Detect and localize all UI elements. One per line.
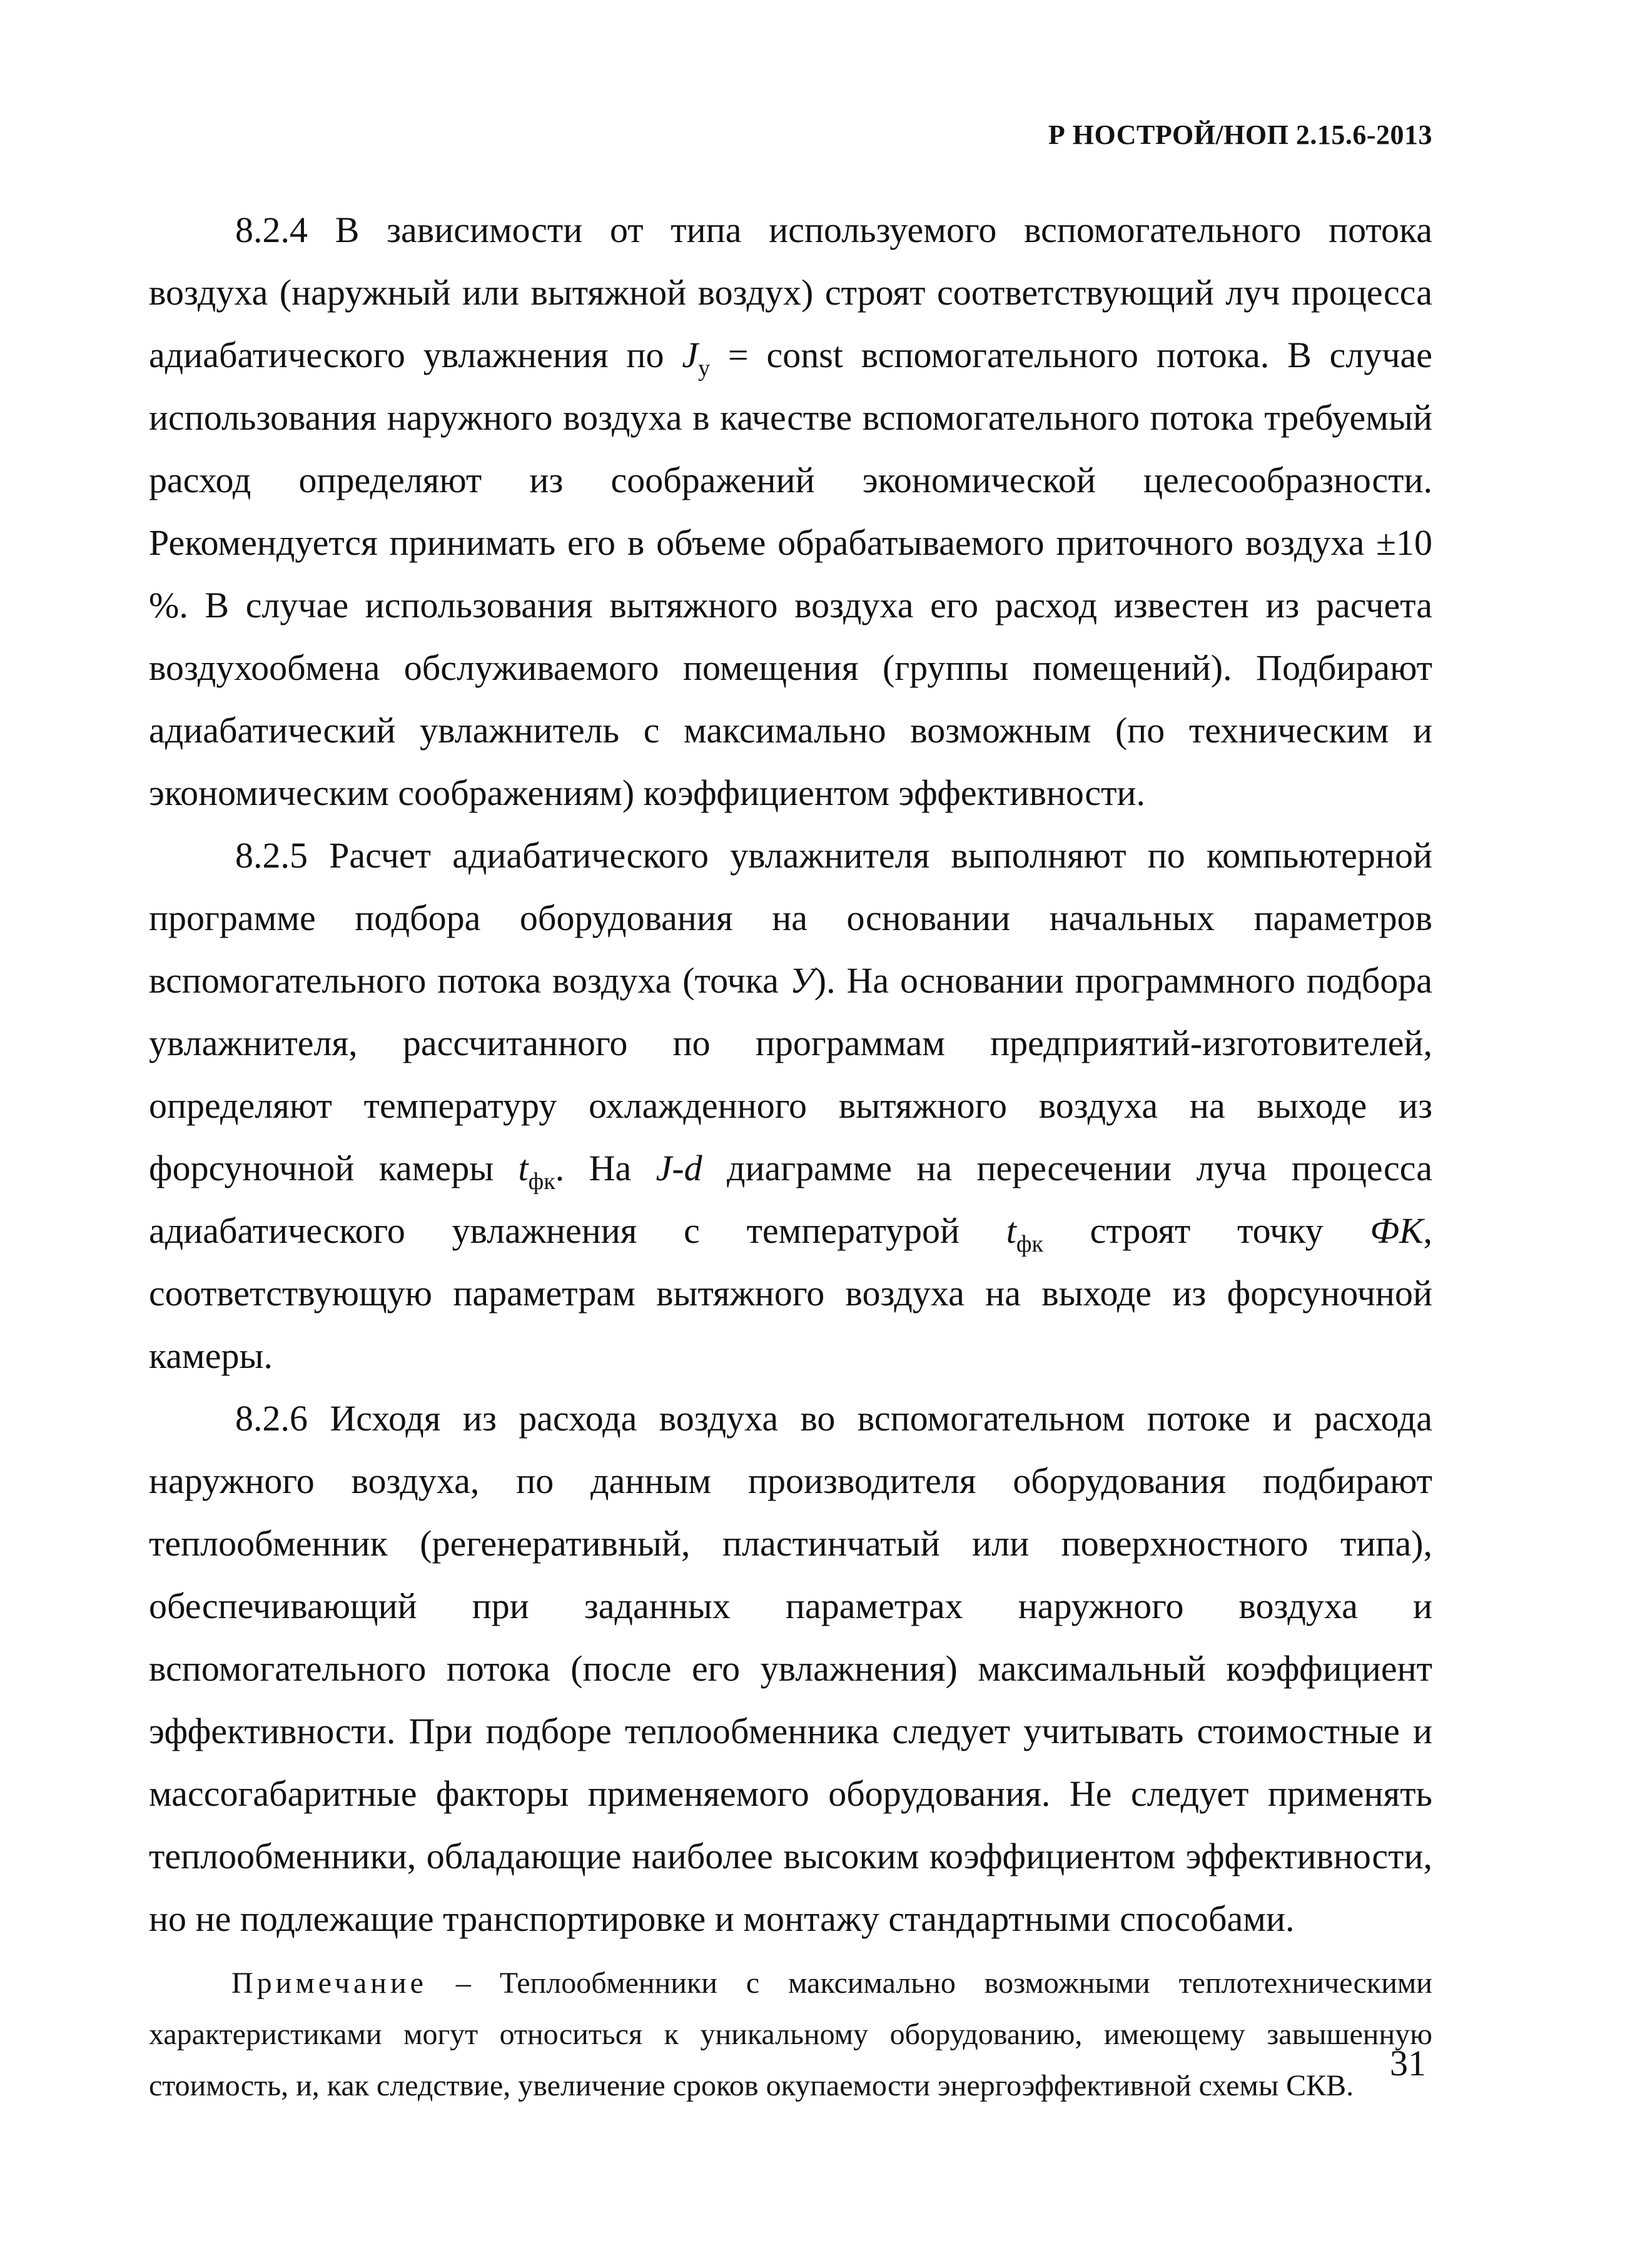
paragraph-text: . На bbox=[555, 1148, 656, 1188]
paragraph-text: , соответствующую параметрам вытяжного воздуха на выходе из форсуночной камеры. bbox=[149, 1210, 1433, 1376]
note-text: – Теплообменники с максимально возможными теплотехническими характеристиками могут относиться к уникальному оборудованию, имеющему завышенную стоимость, и, как следствие, увеличение сроков окупаемости энергоэффективной схемы СКВ. bbox=[149, 1967, 1432, 2102]
paragraph-8-2-5 bbox=[149, 824, 1432, 1387]
paragraph-text: диаграмме на пересечении луча процесса адиабатического увлажнения с температурой bbox=[149, 1148, 1432, 1251]
note-block bbox=[149, 1958, 1432, 2112]
variable-t: t bbox=[1006, 1210, 1016, 1251]
subscript-fk: фк bbox=[528, 1168, 555, 1195]
paragraph-8-2-6 bbox=[149, 1387, 1432, 1950]
paragraph-text: = const вспомогательного потока. В случае использования наружного воздуха в качестве вспомогательного потока требуемый расход определяют из соображений экономической целесообразности. Рекомендуется принимать его в объеме обрабатываемого приточного воздуха ±10 %. В случае использования вытяжного воздуха его расход известен из расчета воздухообмена обслуживаемого помещения (группы помещений). Подбирают адиабатический увлажнитель с максимально возможным (по техническим и экономическим соображениям) коэффициентом эффективности. bbox=[149, 335, 1432, 813]
paragraph-text: ). На основании программного подбора увлажнителя, рассчитанного по программам предприятий-изготовителей, определяют температуру охлажденного вытяжного воздуха на выходе из форсуночной камеры bbox=[149, 960, 1432, 1188]
point-u-label: У bbox=[789, 960, 814, 1001]
page-body bbox=[149, 199, 1432, 2112]
paragraph-text: В зависимости от типа используемого вспомогательного потока воздуха (наружный или вытяжной воздух) строят соответствующий луч процесса адиабатического увлажнения по bbox=[149, 210, 1432, 375]
subscript-fk: фк bbox=[1016, 1231, 1043, 1257]
paragraph-8-2-4 bbox=[149, 199, 1432, 824]
subscript-y: у bbox=[698, 355, 711, 382]
point-fk-label: ФК bbox=[1370, 1210, 1424, 1251]
document-code-header: Р НОСТРОЙ/НОП 2.15.6-2013 bbox=[1048, 119, 1432, 150]
jd-diagram-label: J-d bbox=[656, 1148, 702, 1188]
variable-j: J bbox=[682, 335, 699, 375]
clause-number: 8.2.4 bbox=[235, 210, 308, 250]
paragraph-text: строят точку bbox=[1043, 1210, 1370, 1251]
paragraph-text: Исходя из расхода воздуха во вспомогательном потоке и расхода наружного воздуха, по данным производителя оборудования подбирают теплообменник (регенеративный, пластинчатый или поверхностного типа), обеспечивающий при заданных параметрах наружного воздуха и вспомогательного потока (после его увлажнения) максимальный коэффициент эффективности. При подборе теплообменника следует учитывать стоимостные и массогабаритные факторы применяемого оборудования. Не следует применять теплообменники, обладающие наиболее высоким коэффициентом эффективности, но не подлежащие транспортировке и монтажу стандартными способами. bbox=[149, 1398, 1432, 1939]
page-number: 31 bbox=[1390, 2043, 1426, 2083]
clause-number: 8.2.5 bbox=[235, 835, 308, 876]
note-label: Примечание bbox=[231, 1967, 427, 2000]
clause-number: 8.2.6 bbox=[235, 1398, 308, 1439]
paragraph-text: Расчет адиабатического увлажнителя выполняют по компьютерной программе подбора оборудования на основании начальных параметров вспомогательного потока воздуха (точка bbox=[149, 835, 1432, 1001]
variable-t: t bbox=[518, 1148, 529, 1188]
